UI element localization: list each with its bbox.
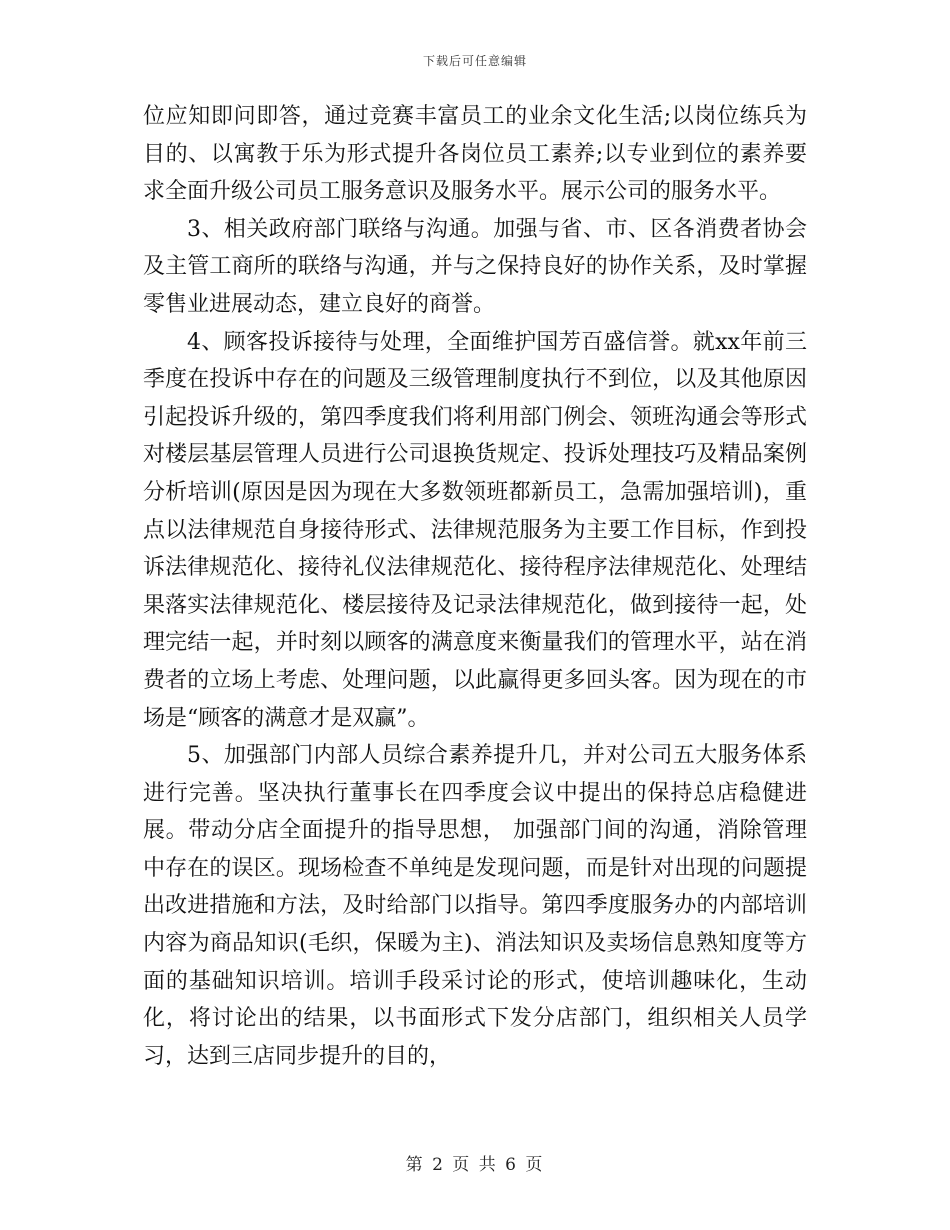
paragraph-continuation: 位应知即问即答，通过竞赛丰富员工的业余文化生活;以岗位练兵为目的、以寓教于乐为形式提升各岗位员工素养;以专业到位的素养要求全面升级公司员工服务意识及服务水平。展示公司的服务水平。 (143, 104, 807, 205)
page-number: 第 2 页 共 6 页 (405, 1155, 545, 1175)
paragraph-item-3: 3、相关政府部门联络与沟通。加强与省、市、区各消费者协会及主管工商所的联络与沟通，并与之保持良好的协作关系，及时掌握零售业进展动态，建立良好的商誉。 (143, 216, 807, 317)
paragraph-item-5: 5、加强部门内部人员综合素养提升几，并对公司五大服务体系进行完善。坚决执行董事长在四季度会议中提出的保持总店稳健进展。带动分店全面提升的指导思想， 加强部门间的沟通，消除管理中存在的误区。现场检查不单纯是发现问题，而是针对出现的问题提出改进措施和方法，及时给部门以指导。第四季度服务办的内部培训内容为商品知识(毛织，保暖为主)、消法知识及卖场信息熟知度等方面的基础知识培训。培训手段采讨论的形式，使培训趣味化，生动化，将讨论出的结果，以书面形式下发分店部门，组织相关人员学习，达到三店同步提升的目的， (143, 743, 807, 1069)
page-header: 下载后可任意编辑 (422, 54, 527, 68)
document-body (143, 98, 807, 1075)
paragraph-item-4: 4、顾客投诉接待与处理，全面维护国芳百盛信誉。就xx年前三季度在投诉中存在的问题及三级管理制度执行不到位，以及其他原因引起投诉升级的，第四季度我们将利用部门例会、领班沟通会等形式对楼层基层管理人员进行公司退换货规定、投诉处理技巧及精品案例分析培训(原因是因为现在大多数领班都新员工，急需加强培训)，重点以法律规范自身接待形式、法律规范服务为主要工作目标，作到投诉法律规范化、接待礼仪法律规范化、接待程序法律规范化、处理结果落实法律规范化、楼层接待及记录法律规范化，做到接待一起，处理完结一起，并时刻以顾客的满意度来衡量我们的管理水平，站在消费者的立场上考虑、处理问题，以此赢得更多回头客。因为现在的市场是“顾客的满意才是双赢”。 (143, 329, 807, 731)
